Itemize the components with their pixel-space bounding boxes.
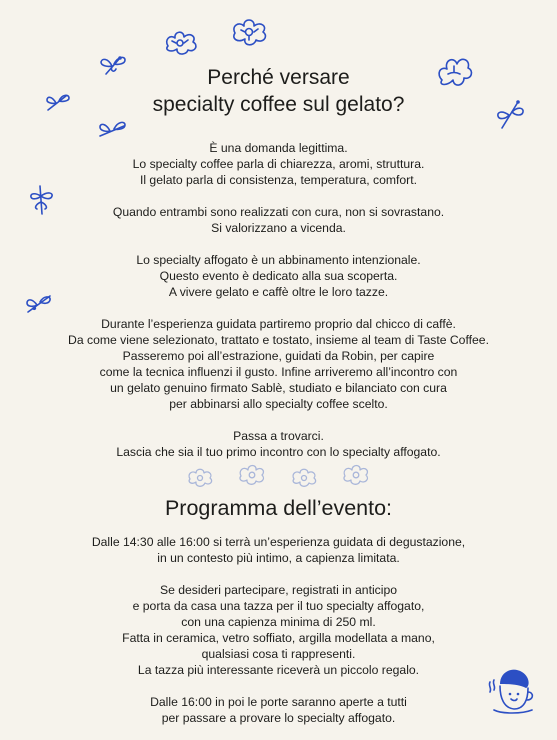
text-line: Durante l’esperienza guidata partiremo proprio dal chicco di caffè.	[101, 317, 456, 331]
text-line: Lascia che sia il tuo primo incontro con lo specialty affogato.	[116, 445, 441, 459]
dragonfly-icon	[96, 118, 128, 140]
title-line: specialty coffee sul gelato?	[152, 93, 405, 116]
flower-icon	[230, 16, 270, 48]
text-line: qualsiasi cosa ti rappresenti.	[201, 647, 356, 661]
title-line: Perché versare	[207, 66, 350, 89]
text-line: Dalle 14:30 alle 16:00 si terrà un’esperienza guidata di degustazione,	[91, 535, 466, 549]
paragraph	[0, 428, 557, 460]
text-line: e porta da casa una tazza per il tuo specialty affogato,	[132, 599, 425, 613]
text-line: Passa a trovarci.	[233, 429, 324, 443]
paragraph	[0, 252, 557, 300]
text-line: Quando entrambi sono realizzati con cura, non si sovrastano.	[112, 205, 445, 219]
text-line: per abbinarsi allo specialty coffee scelto.	[169, 397, 388, 411]
paragraph	[0, 534, 557, 566]
text-line: Da come viene selezionato, trattato e tostato, insieme al team di Taste Coffee.	[68, 333, 489, 347]
intro-text	[0, 140, 557, 460]
text-line: Se desideri partecipare, registrati in anticipo	[159, 583, 398, 597]
paragraph	[0, 316, 557, 412]
text-line: Fatta in ceramica, vetro soffiato, argilla modellata a mano,	[122, 631, 435, 645]
text-line: Si valorizzano a vicenda.	[211, 221, 346, 235]
paragraph	[0, 204, 557, 236]
flower-icon	[237, 462, 267, 488]
text-line: in un contesto più intimo, a capienza limitata.	[157, 551, 400, 565]
text-line: come la tecnica influenzi il gusto. Infine arriveremo all’incontro con	[99, 365, 458, 379]
text-line: A vivere gelato e caffè oltre le loro tazze.	[168, 285, 389, 299]
flower-icon	[162, 28, 202, 56]
text-line: La tazza più interessante riceverà un piccolo regalo.	[137, 663, 420, 677]
text-line: con una capienza minima di 250 ml.	[181, 615, 376, 629]
paragraph	[0, 694, 557, 726]
section-title: Programma dell’evento:	[164, 496, 393, 520]
text-line: È una domanda legittima.	[209, 141, 348, 155]
cup-mascot-icon	[486, 664, 536, 716]
flower-icon	[341, 462, 371, 488]
text-line: un gelato genuino firmato Sablè, studiato e bilanciato con cura	[110, 381, 447, 395]
text-line: per passare a provare lo specialty affogato.	[161, 711, 396, 725]
paragraph	[0, 140, 557, 188]
text-line: Lo specialty affogato è un abbinamento intenzionale.	[136, 253, 421, 267]
text-line: Dalle 16:00 in poi le porte saranno aperte a tutti	[150, 695, 407, 709]
text-line: Questo evento è dedicato alla sua scoperta.	[159, 269, 398, 283]
program-text	[0, 534, 557, 726]
page-title	[0, 64, 557, 118]
text-line: Lo specialty coffee parla di chiarezza, aromi, struttura.	[132, 157, 425, 171]
text-line: Passeremo poi all’estrazione, guidati da Robin, per capire	[122, 349, 435, 363]
text-line: Il gelato parla di consistenza, temperatura, comfort.	[139, 173, 418, 187]
paragraph	[0, 582, 557, 678]
flower-icon	[290, 466, 318, 488]
flower-icon	[186, 466, 214, 488]
